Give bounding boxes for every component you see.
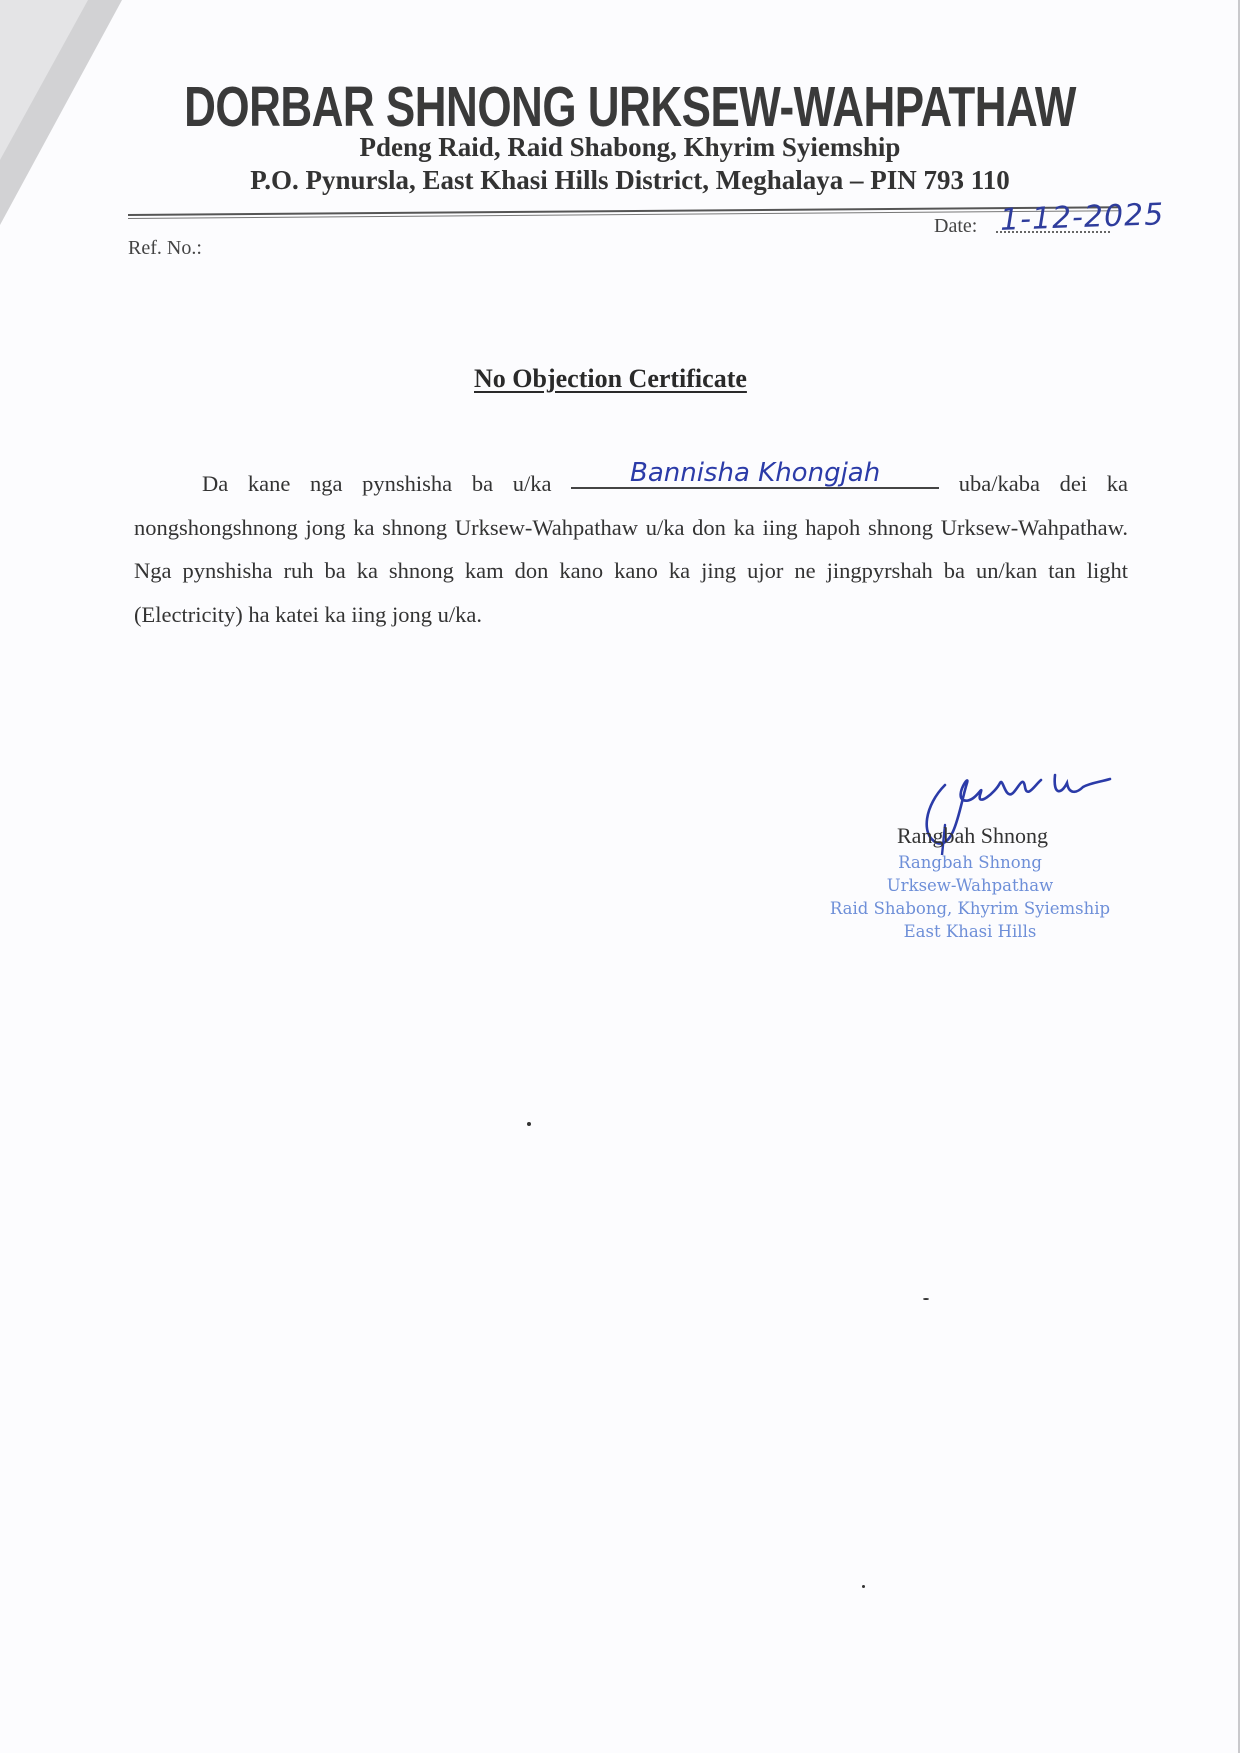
address-line-2: P.O. Pynursla, East Khasi Hills District, Meghalaya – PIN 793 110 bbox=[250, 165, 1010, 195]
stamp-line-1: Rangbah Shnong bbox=[898, 853, 1042, 872]
certificate-title: No Objection Certificate bbox=[474, 364, 747, 393]
paper-speck bbox=[862, 1585, 865, 1588]
stamp-line-2: Urksew-Wahpathaw bbox=[886, 876, 1054, 895]
handwritten-person-name: Bannisha Khongjah bbox=[571, 459, 939, 489]
paper-speck bbox=[923, 1298, 929, 1300]
handwritten-date: 1-12-2025 bbox=[999, 197, 1165, 238]
organization-name: DORBAR SHNONG URKSEW-WAHPATHAW bbox=[184, 76, 1076, 139]
body-text-after-name: uba/kaba dei ka nongshongshnong jong ka shnong Urksew-Wahpathaw u/ka don ka iing hapoh shnong Urksew-Wahpathaw. Nga pynshisha ruh ba ka shnong kam don kano kano ka jing ujor ne jingpyrshah ba un/kan tan light (Electricity) ha katei ka iing jong u/ka. bbox=[134, 471, 1129, 627]
address-line-1: Pdeng Raid, Raid Shabong, Khyrim Syiemship bbox=[359, 132, 901, 162]
reference-number-label: Ref. No.: bbox=[128, 237, 202, 259]
certificate-body bbox=[134, 458, 1129, 636]
stamp-line-3: Raid Shabong, Khyrim Syiemship bbox=[829, 899, 1111, 918]
official-stamp bbox=[820, 851, 1120, 943]
stamp-line-4: East Khasi Hills bbox=[903, 922, 1037, 941]
body-text-before-name: Da kane nga pynshisha ba u/ka bbox=[202, 471, 552, 496]
paper-speck bbox=[527, 1122, 531, 1126]
date-label: Date: bbox=[934, 215, 978, 237]
signatory-title: Rangbah Shnong bbox=[897, 823, 1048, 848]
